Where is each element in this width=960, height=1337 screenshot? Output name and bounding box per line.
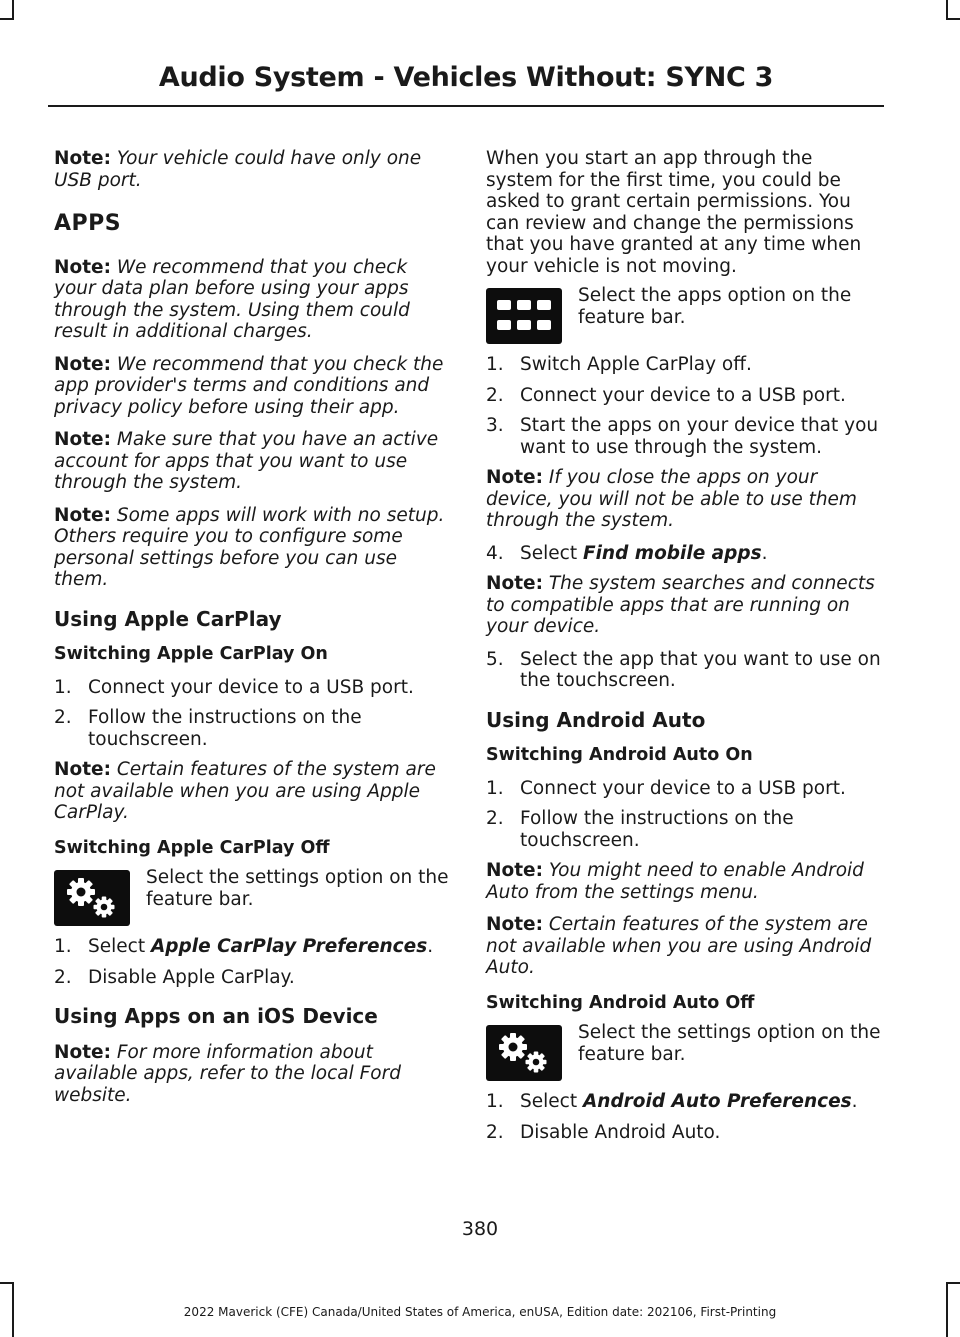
header-divider [48, 105, 884, 107]
page-footer: 2022 Maverick (CFE) Canada/United States of America, enUSA, Edition date: 202106, First-Printing [183, 1305, 777, 1319]
note-enable-android [486, 860, 881, 903]
note-label: Note: [54, 1041, 111, 1063]
android-on-heading: Switching Android Auto On [486, 745, 753, 765]
step-text: Connect your device to a USB port. [88, 676, 414, 698]
settings-instruction [486, 1022, 881, 1081]
list-item [486, 385, 881, 407]
step-text-post: . [761, 542, 768, 564]
note-label: Note: [54, 353, 111, 375]
note-label: Note: [54, 256, 111, 278]
note-carplay-features [54, 759, 449, 824]
apps-heading: APPS [54, 211, 122, 236]
crop-mark [12, 0, 14, 20]
list-item [54, 936, 449, 958]
intro-paragraph: When you start an app through the system for the first time, you could be asked to grant certain permissions. You can review and change the permissions that you have granted at any time when your vehicle is not moving. [486, 148, 862, 277]
step-number: 3. [486, 415, 504, 436]
note-text: Certain features of the system are not available when you are using Apple CarPlay. [54, 759, 436, 823]
list-item [486, 778, 881, 800]
note-text: Certain features of the system are not available when you are using Android Auto. [486, 914, 872, 978]
note-text: Make sure that you have an active account for apps that you want to use through the system. [54, 429, 439, 493]
note-label: Note: [486, 914, 543, 935]
step-number: 5. [486, 648, 504, 670]
note-setup [54, 505, 449, 591]
step-number: 1. [54, 676, 72, 698]
crop-mark [946, 0, 948, 20]
settings-gears-icon [486, 1025, 562, 1081]
crop-mark [0, 1282, 14, 1284]
step-text-post: . [851, 1091, 858, 1112]
note-usb [54, 148, 449, 191]
note-text: Your vehicle could have only one USB port. [54, 148, 422, 191]
step-text: Connect your device to a USB port. [520, 777, 846, 799]
note-terms [54, 354, 449, 419]
android-heading: Using Android Auto [486, 707, 706, 732]
settings-instruction-text: Select the settings option on the feature bar. [146, 867, 449, 910]
note-ios [54, 1042, 449, 1107]
carplay-off-heading: Switching Apple CarPlay Off [54, 837, 330, 858]
menu-item-reference: Android Auto Preferences [582, 1091, 852, 1112]
note-label: Note: [54, 759, 111, 780]
note-account [54, 429, 449, 494]
step-text-post: . [427, 936, 434, 957]
settings-instruction [54, 867, 449, 926]
step-number: 1. [486, 777, 504, 799]
note-label: Note: [486, 573, 543, 594]
note-text: The system searches and connects to compatible apps that are running on your device. [486, 573, 875, 637]
step-number: 2. [486, 808, 504, 829]
note-label: Note: [54, 148, 111, 169]
step-number: 4. [486, 542, 504, 564]
step-number: 2. [486, 384, 504, 406]
crop-mark [946, 18, 960, 20]
step-text: Select the app that you want to use on the touchscreen. [520, 648, 881, 691]
step-number: 2. [54, 966, 72, 988]
note-text: Some apps will work with no setup. Others require you to configure some personal settings before you can use them. [54, 504, 445, 590]
left-column [54, 148, 449, 1117]
step-text: Disable Apple CarPlay. [88, 966, 295, 988]
note-android-features [486, 914, 881, 979]
list-item [486, 543, 881, 565]
note-label: Note: [54, 429, 111, 450]
note-close-apps [486, 467, 881, 532]
step-text-pre: Select [520, 542, 583, 564]
step-number: 1. [486, 354, 504, 375]
note-data-plan [54, 257, 449, 343]
menu-item-reference: Apple CarPlay Preferences [150, 936, 428, 957]
list-item [54, 967, 449, 989]
apps-grid-icon [486, 288, 562, 344]
step-text: Switch Apple CarPlay off. [520, 354, 752, 375]
note-label: Note: [486, 860, 543, 881]
right-column [486, 148, 881, 1152]
note-label: Note: [54, 504, 111, 526]
step-text [520, 543, 881, 565]
list-item [486, 808, 881, 851]
step-text: Follow the instructions on the touchscreen. [520, 808, 794, 851]
list-item [54, 677, 449, 699]
step-text: Follow the instructions on the touchscreen. [88, 707, 362, 750]
note-text: We recommend that you check your data plan before using your apps through the system. Using them could result in additional charges. [54, 256, 410, 342]
list-item [486, 415, 881, 458]
step-number: 1. [486, 1091, 504, 1112]
settings-gears-icon [54, 870, 130, 926]
menu-item-reference: Find mobile apps [582, 542, 762, 564]
list-item [54, 707, 449, 750]
note-text: We recommend that you check the app provider's terms and conditions and privacy policy before using their app. [54, 353, 444, 418]
note-text: If you close the apps on your device, you will not be able to use them through the system. [486, 467, 857, 531]
crop-mark [0, 18, 14, 20]
step-text-pre: Select [520, 1091, 583, 1112]
list-item [486, 354, 881, 376]
note-text: For more information about available apps, refer to the local Ford website. [54, 1041, 401, 1106]
step-number: 2. [486, 1121, 504, 1143]
note-text: You might need to enable Android Auto from the settings menu. [486, 860, 864, 903]
step-number: 1. [54, 936, 72, 957]
step-text [88, 936, 449, 958]
note-label: Note: [486, 467, 543, 488]
list-item [486, 1091, 881, 1113]
android-off-heading: Switching Android Auto Off [486, 992, 755, 1013]
settings-instruction-text: Select the settings option on the feature bar. [578, 1022, 881, 1065]
crop-mark [946, 1282, 960, 1284]
step-text-pre: Select [88, 936, 151, 957]
list-item [486, 649, 881, 692]
ios-heading: Using Apps on an iOS Device [54, 1004, 378, 1028]
apps-instruction-text: Select the apps option on the feature bar. [578, 285, 852, 328]
page-number: 380 [461, 1218, 499, 1240]
list-item [486, 1122, 881, 1144]
step-text: Disable Android Auto. [520, 1121, 721, 1143]
step-text: Start the apps on your device that you want to use through the system. [520, 415, 879, 458]
carplay-on-heading: Switching Apple CarPlay On [54, 644, 328, 664]
step-number: 2. [54, 707, 72, 728]
carplay-heading: Using Apple CarPlay [54, 606, 282, 631]
step-text: Connect your device to a USB port. [520, 384, 846, 406]
note-search [486, 573, 881, 638]
apps-instruction [486, 285, 881, 344]
step-text [520, 1091, 881, 1113]
page-header-title: Audio System - Vehicles Without: SYNC 3 [158, 62, 774, 93]
